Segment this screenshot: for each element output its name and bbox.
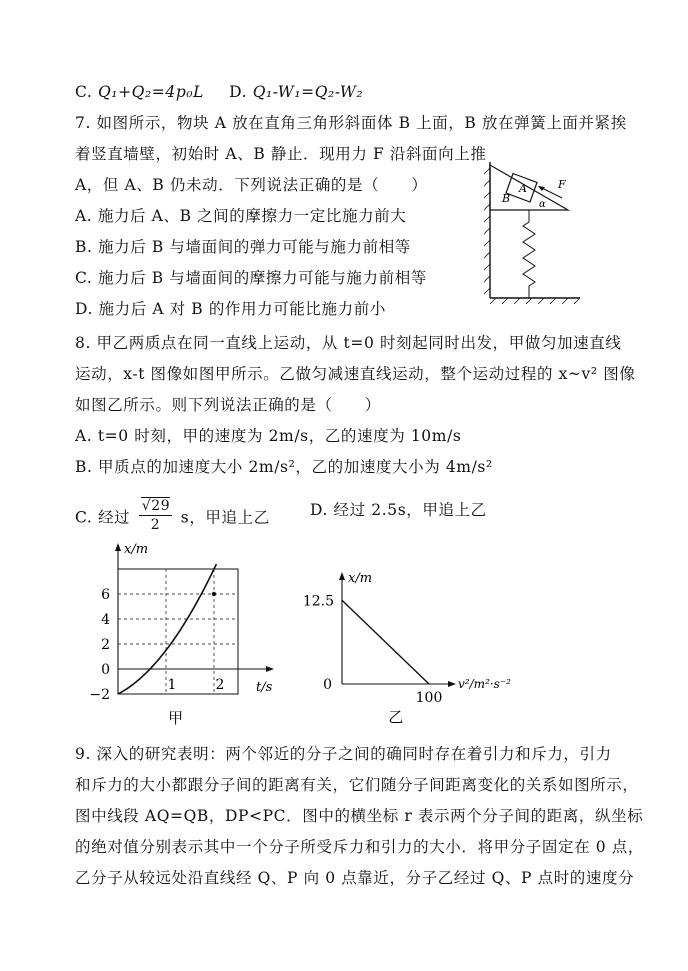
chart-jia-ylabel: x/m [124, 542, 149, 557]
chart-jia-x-arrow [266, 666, 274, 672]
chart-yi-x-arrow [448, 681, 456, 687]
chart-yi-ylabel: x/m [348, 571, 373, 586]
q8-option-c-numerator: √29 [141, 498, 171, 514]
chart-yi-line [342, 600, 429, 684]
chart-yi-origin-label: 0 [323, 677, 332, 693]
chart-jia-curve [118, 564, 216, 694]
q8-option-a: A. t=0 时刻，甲的速度为 2m/s，乙的速度为 10m/s [75, 427, 462, 445]
q6-option-c-label: C. [75, 83, 93, 101]
chart-jia-marked-point [212, 592, 216, 596]
chart-jia-y-tick-label: 2 [101, 637, 110, 653]
q8-option-d: D. 经过 2.5s，甲追上乙 [310, 501, 487, 519]
q8-option-c-suffix: s，甲追上乙 [180, 508, 270, 527]
q7-option-d: D. 施力后 A 对 B 的作用力可能比施力前小 [75, 300, 386, 318]
q8-option-c [75, 500, 270, 537]
floor-hatching [490, 298, 580, 304]
wall-hatching [484, 168, 490, 294]
q8-option-c-prefix: C. 经过 [75, 508, 131, 527]
q7-figure [480, 150, 590, 305]
chart-jia-y-tick-label: 6 [101, 587, 110, 603]
chart-jia-y-tick-label: 4 [101, 612, 110, 628]
q8-option-b: B. 甲质点的加速度大小 2m/s²，乙的加速度大小为 4m/s² [75, 458, 493, 476]
q8-stem-line2: 运动，x-t 图像如图甲所示。乙做匀减速直线运动，整个运动过程的 x~v² 图像 [75, 365, 636, 383]
spring [523, 210, 535, 298]
chart-jia-y-tick-label: −2 [89, 687, 110, 703]
chart-jia-y-tick-label: 0 [101, 662, 110, 678]
chart-yi-xlabel: v²/m²·s⁻² [458, 677, 511, 691]
q8-option-c-denominator: 2 [150, 517, 161, 533]
q9-line1: 9. 深入的研究表明：两个邻近的分子之间的确同时存在着引力和斥力，引力 [75, 745, 612, 763]
wedge-b-label: B [502, 192, 511, 205]
q9-line5: 乙分子从较远处沿直线经 Q、P 向 0 点靠近，分子乙经过 Q、P 点时的速度分 [75, 869, 635, 887]
chart-jia-title: 甲 [168, 709, 184, 727]
q7-option-c: C. 施力后 B 与墙面间的摩擦力可能与施力前相等 [75, 269, 427, 287]
q8-stem-line1: 8. 甲乙两质点在同一直线上运动，从 t=0 时刻起同时出发，甲做匀加速直线 [75, 334, 622, 352]
alpha-label: α [539, 199, 546, 210]
force-f-label: F [558, 178, 566, 191]
q6-option-c-expr: Q₁+Q₂=4p₀L [97, 83, 205, 101]
q7-stem-line3: A，但 A、B 仍未动．下列说法正确的是（ ） [75, 176, 428, 194]
chart-jia-xlabel: t/s [256, 680, 273, 695]
chart-jia-y-arrow [115, 543, 121, 551]
chart-yi-title: 乙 [388, 708, 404, 726]
q7-option-a: A. 施力后 A、B 之间的摩擦力一定比施力前大 [75, 207, 407, 225]
q7-stem-line1: 7. 如图所示，物块 A 放在直角三角形斜面体 B 上面，B 放在弹簧上面并紧挨 [75, 114, 627, 132]
q7-stem-line2: 着竖直墙壁，初始时 A、B 静止．现用力 F 沿斜面向上推 [75, 145, 487, 163]
q9-line4: 的绝对值分别表示其中一个分子所受斥力和引力的大小．将甲分子固定在 0 点， [75, 838, 644, 856]
chart-jia [70, 535, 300, 730]
q7-option-b: B. 施力后 B 与墙面间的弹力可能与施力前相等 [75, 238, 411, 256]
q6-option-d-expr: Q₁-W₁=Q₂-W₂ [252, 83, 364, 101]
chart-yi-x-tick-label: 100 [415, 690, 443, 706]
q6-options [75, 82, 363, 102]
block-a-label: A [519, 182, 527, 195]
chart-yi [300, 560, 540, 730]
q8-option-c-fraction [139, 497, 173, 534]
chart-jia-x-tick-label: 2 [215, 677, 225, 693]
chart-yi-y-arrow [339, 572, 345, 580]
chart-jia-x-tick-label: 1 [167, 677, 177, 693]
chart-jia-frame [118, 569, 238, 694]
q8-stem-line3: 如图乙所示。则下列说法正确的是（ ） [75, 396, 381, 414]
q9-line2: 和斥力的大小都跟分子间的距离有关，它们随分子间距离变化的关系如图所示， [75, 776, 639, 794]
q9-line3: 图中线段 AQ=QB，DP<PC．图中的横坐标 r 表示两个分子间的距离，纵坐标 [75, 807, 644, 825]
chart-yi-y-tick-label: 12.5 [302, 593, 334, 610]
q6-option-d-label: D. [229, 83, 248, 101]
